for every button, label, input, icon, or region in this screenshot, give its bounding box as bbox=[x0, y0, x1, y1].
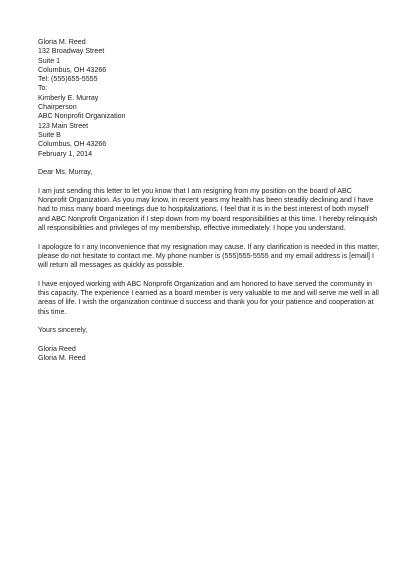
spacer bbox=[38, 270, 368, 279]
paragraph-line: all responsibilities and privileges of my membership, effective immediately. I hope you understand. bbox=[38, 223, 346, 232]
closing: Yours sincerely, bbox=[38, 326, 88, 335]
paragraph-line: had to miss many board meetings due to hospitalizations. I feel that it is in the best interest of both myself bbox=[38, 205, 369, 214]
recipient-address-block bbox=[38, 84, 368, 158]
paragraph-resignation bbox=[38, 186, 378, 233]
paragraph-apology bbox=[38, 242, 380, 271]
recipient-name: Kimberly E. Murray bbox=[38, 93, 99, 102]
paragraph-line: please do not hesitate to contact me. My phone number is (555)555-5555 and my email address is [email] I bbox=[38, 251, 374, 260]
spacer bbox=[38, 336, 368, 345]
letter-date: February 1, 2014 bbox=[38, 149, 93, 158]
paragraph-line: I apologize fo r any inconvenience that my resignation may cause. If any clarification is needed in this matter, bbox=[38, 242, 380, 251]
sender-street: 132 Broadway Street bbox=[38, 47, 105, 56]
sender-name: Gloria M. Reed bbox=[38, 38, 86, 46]
salutation: Dear Ms. Murray, bbox=[38, 168, 93, 177]
paragraph-line: I am just sending this letter to let you know that I am resigning from my position on the board of ABC bbox=[38, 186, 352, 195]
spacer bbox=[38, 159, 368, 168]
sender-suite: Suite 1 bbox=[38, 56, 61, 65]
recipient-organization: ABC Nonprofit Organization bbox=[38, 112, 126, 121]
paragraph-line: areas of life. I wish the organization continue d success and thank you for your patience and cooperation at bbox=[38, 298, 374, 307]
paragraph-line: will return all messages as quickly as possible. bbox=[38, 261, 185, 270]
signature-full-name: Gloria M. Reed bbox=[38, 354, 86, 363]
spacer bbox=[38, 317, 368, 326]
paragraph-line: this capacity. The experience I earned as a board member is very valuable to me and will serve me well in all bbox=[38, 289, 379, 298]
spacer bbox=[38, 177, 368, 186]
recipient-city: Columbus, OH 43266 bbox=[38, 140, 107, 149]
signature-name: Gloria Reed bbox=[38, 344, 76, 353]
paragraph-line: I have enjoyed working with ABC Nonprofit Organization and am honored to have served the community in bbox=[38, 279, 372, 288]
recipient-street: 123 Main Street bbox=[38, 121, 89, 130]
paragraph-line: Nonprofit Organization. As you may know, in recent years my health has been steadily declining and I have bbox=[38, 196, 374, 205]
paragraph-line: and ABC Nonprofit Organization if I step down from my board responsibilities at this time. I hereby relinquish bbox=[38, 214, 378, 223]
recipient-title: Chairperson bbox=[38, 103, 77, 112]
recipient-suite: Suite B bbox=[38, 130, 61, 139]
paragraph-thanks bbox=[38, 279, 379, 317]
sender-address-block bbox=[38, 38, 368, 84]
sender-city: Columbus, OH 43266 bbox=[38, 65, 107, 74]
letter-body bbox=[38, 38, 380, 363]
paragraph-line: this time. bbox=[38, 307, 67, 316]
sender-phone: Tel: (555)655-5555 bbox=[38, 75, 98, 84]
to-label: To: bbox=[38, 84, 48, 93]
spacer bbox=[38, 233, 368, 242]
